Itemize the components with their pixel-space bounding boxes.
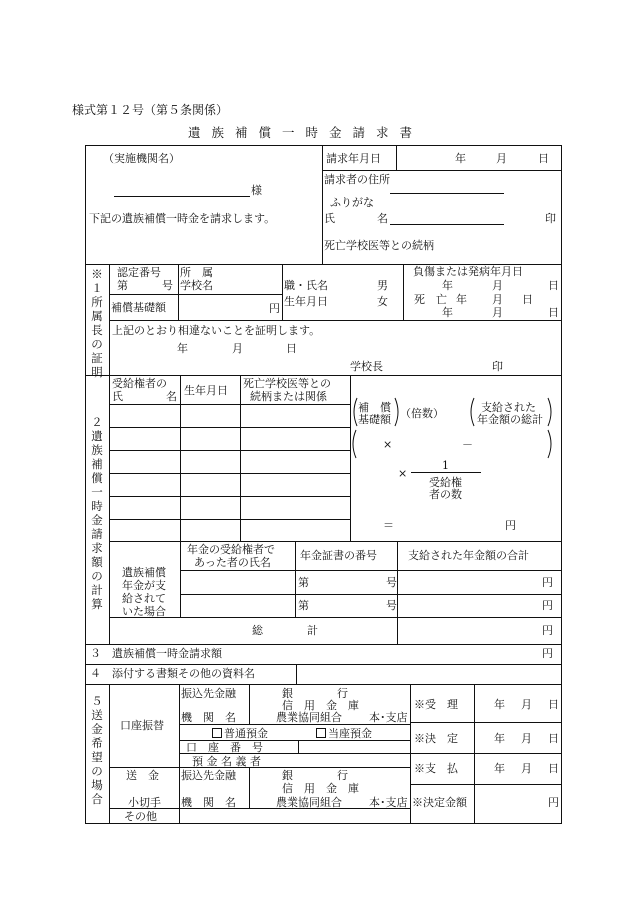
birth-date-label: 生年月日	[284, 295, 328, 308]
death-month-unit: 月	[492, 293, 503, 306]
ordinary-checkbox[interactable]	[212, 728, 222, 738]
recipient-name-col-2b: 名	[166, 390, 177, 403]
cert-number-label: 認定番号	[117, 266, 161, 279]
inst-name-label-1: 機 関 名	[181, 711, 236, 724]
decided-amount-yen: 円	[548, 796, 559, 809]
formula-basic-1: 補 償	[358, 401, 391, 414]
dest-bank-label-2: 振込先金融	[181, 769, 236, 782]
document-title: 遺族補償一時金請求書	[188, 125, 424, 140]
other-label: その他	[124, 810, 157, 823]
bank-label-1: 銀 行	[282, 687, 348, 700]
credit-label-1: 信 用 金 庫	[282, 699, 359, 712]
formula-paid-2: 年金額の総計	[477, 413, 543, 426]
form-number: 様式第１２号（第５条関係）	[72, 103, 229, 117]
basic-amount-yen: 円	[269, 302, 280, 315]
cert-month-unit: 月	[232, 342, 243, 355]
agency-name-field[interactable]	[114, 196, 250, 197]
paid-label: ※支 払	[414, 762, 458, 775]
formula-minus: －	[462, 438, 473, 451]
formula-equal: ＝	[383, 519, 394, 532]
recipient-name-col-1: 受給権者の	[112, 377, 167, 390]
received-month-unit: 月	[521, 698, 532, 711]
death-year-unit-2: 年	[442, 306, 453, 319]
decided-year-unit: 年	[494, 732, 505, 745]
injury-month-unit: 月	[492, 279, 503, 292]
formula-denominator-2: 者の数	[429, 488, 462, 501]
account-holder-label: 預 金 名 義 者	[192, 755, 261, 768]
date-day-unit: 日	[538, 152, 549, 165]
pension-yen-1: 円	[542, 576, 553, 589]
recipient-name-col-2a: 氏	[112, 390, 123, 403]
formula-one: 1	[442, 459, 449, 472]
credit-label-2: 信 用 金 庫	[282, 782, 359, 795]
received-label: ※受 理	[414, 698, 458, 711]
injury-date-label: 負傷または発病年月日	[413, 265, 523, 278]
pension-recipient-col-2: あった者の氏名	[194, 556, 271, 569]
section5-side-label: ５送金希望の場合	[91, 694, 103, 806]
formula-yen: 円	[505, 519, 516, 532]
branch-label-2: 本･支店	[369, 796, 408, 809]
relation-col-1: 死亡学校医等との	[243, 377, 331, 390]
formula-paid-1: 支給された	[481, 401, 536, 414]
formula-times-2: ×	[398, 467, 408, 480]
decided-label: ※決 定	[414, 732, 458, 745]
death-month-unit-2: 月	[492, 306, 503, 319]
ordinary-deposit-option[interactable]	[212, 728, 268, 739]
death-day-unit-2: 日	[548, 306, 559, 319]
current-deposit-option[interactable]	[316, 728, 372, 739]
death-year-unit: 年	[456, 293, 467, 306]
pension-case-label: 遺族補償年金が支給されていた場合	[122, 566, 166, 618]
inst-name-label-2: 機 関 名	[181, 796, 236, 809]
recipient-birth-col: 生年月日	[184, 384, 228, 397]
bank-transfer-label: 口座振替	[120, 719, 164, 732]
death-day-unit: 日	[522, 293, 533, 306]
relation-label: 死亡学校医等との続柄	[324, 239, 434, 252]
date-month-unit: 月	[496, 152, 507, 165]
branch-label-1: 本･支店	[369, 711, 408, 724]
current-checkbox[interactable]	[316, 728, 326, 738]
formula-denominator-1: 受給権	[429, 476, 462, 489]
pension-yen-2: 円	[542, 599, 553, 612]
fraction-bar	[411, 472, 481, 473]
cert-day-unit: 日	[286, 342, 297, 355]
pension-go-1: 号	[386, 576, 397, 589]
bank-label-2: 銀 行	[282, 769, 348, 782]
section4-label: ４ 添付する書類その他の資料名	[90, 667, 255, 680]
formula-multiplier: （倍数）	[400, 407, 444, 420]
pension-total-col: 支給された年金額の合計	[408, 549, 529, 562]
agri-label-1: 農業協同組合	[276, 711, 342, 724]
claimant-seal: 印	[545, 212, 556, 225]
paid-day-unit: 日	[548, 762, 559, 775]
pension-cert-no-col: 年金証書の番号	[300, 549, 377, 562]
death-label: 死 亡	[414, 293, 447, 306]
decided-month-unit: 月	[521, 732, 532, 745]
received-year-unit: 年	[494, 698, 505, 711]
paid-month-unit: 月	[521, 762, 532, 775]
request-statement: 下記の遺族補償一時金を請求します。	[89, 212, 276, 225]
remittance-label: 送 金	[126, 769, 159, 782]
decided-amount-label: ※決定金額	[412, 796, 467, 809]
pension-recipient-col-1: 年金の受給権者で	[187, 543, 275, 556]
dest-bank-label-1: 振込先金融	[181, 687, 236, 700]
school-name-label: 学校名	[180, 279, 213, 292]
pension-go-2: 号	[386, 599, 397, 612]
grand-total-yen: 円	[542, 624, 553, 637]
section3-label: ３ 遺族補償一時金請求額	[90, 647, 222, 660]
principal-label: 学校長	[350, 360, 383, 373]
injury-year-unit: 年	[442, 279, 453, 292]
account-number-label: 口 座 番 号	[186, 741, 263, 754]
pension-dai-2: 第	[298, 599, 309, 612]
request-date-label: 請求年月日	[326, 152, 381, 165]
grand-total-label: 総 計	[252, 624, 318, 637]
cert-number-dai: 第	[117, 279, 128, 292]
job-name-label: 職・氏名	[284, 279, 328, 292]
formula-times-1: ×	[383, 438, 393, 451]
relation-col-2: 続柄または関係	[250, 390, 327, 403]
section3-yen: 円	[542, 647, 553, 660]
name-label-2: 名	[377, 212, 388, 225]
claimant-name-field[interactable]	[390, 224, 504, 225]
check-label: 小切手	[128, 796, 161, 809]
male-label: 男	[377, 279, 388, 292]
pension-dai-1: 第	[298, 576, 309, 589]
current-label: 当座預金	[328, 727, 372, 740]
section1-side-label: ※１所属長の証明	[91, 267, 103, 379]
sama-suffix: 様	[251, 184, 262, 197]
agri-label-2: 農業協同組合	[276, 796, 342, 809]
address-label: 請求者の住所	[324, 173, 390, 186]
cert-year-unit: 年	[177, 342, 188, 355]
formula-basic-2: 基礎額	[358, 413, 391, 426]
ordinary-label: 普通預金	[224, 727, 268, 740]
name-label-1: 氏	[324, 212, 335, 225]
principal-seal: 印	[492, 360, 503, 373]
section2-side-label: ２遺族補償一時金請求額の計算	[91, 415, 103, 611]
cert-number-go: 号	[162, 279, 173, 292]
certification-text: 上記のとおり相違ないことを証明します。	[112, 324, 321, 337]
address-field[interactable]	[390, 193, 504, 194]
agency-label: （実施機関名）	[103, 152, 180, 165]
furigana-label: ふりがな	[330, 196, 374, 209]
date-year-unit: 年	[455, 152, 466, 165]
basic-amount-label: 補償基礎額	[111, 301, 166, 314]
paid-year-unit: 年	[494, 762, 505, 775]
affiliation-label: 所 属	[180, 266, 213, 279]
decided-day-unit: 日	[548, 732, 559, 745]
received-day-unit: 日	[548, 698, 559, 711]
injury-day-unit: 日	[548, 279, 559, 292]
female-label: 女	[377, 295, 388, 308]
